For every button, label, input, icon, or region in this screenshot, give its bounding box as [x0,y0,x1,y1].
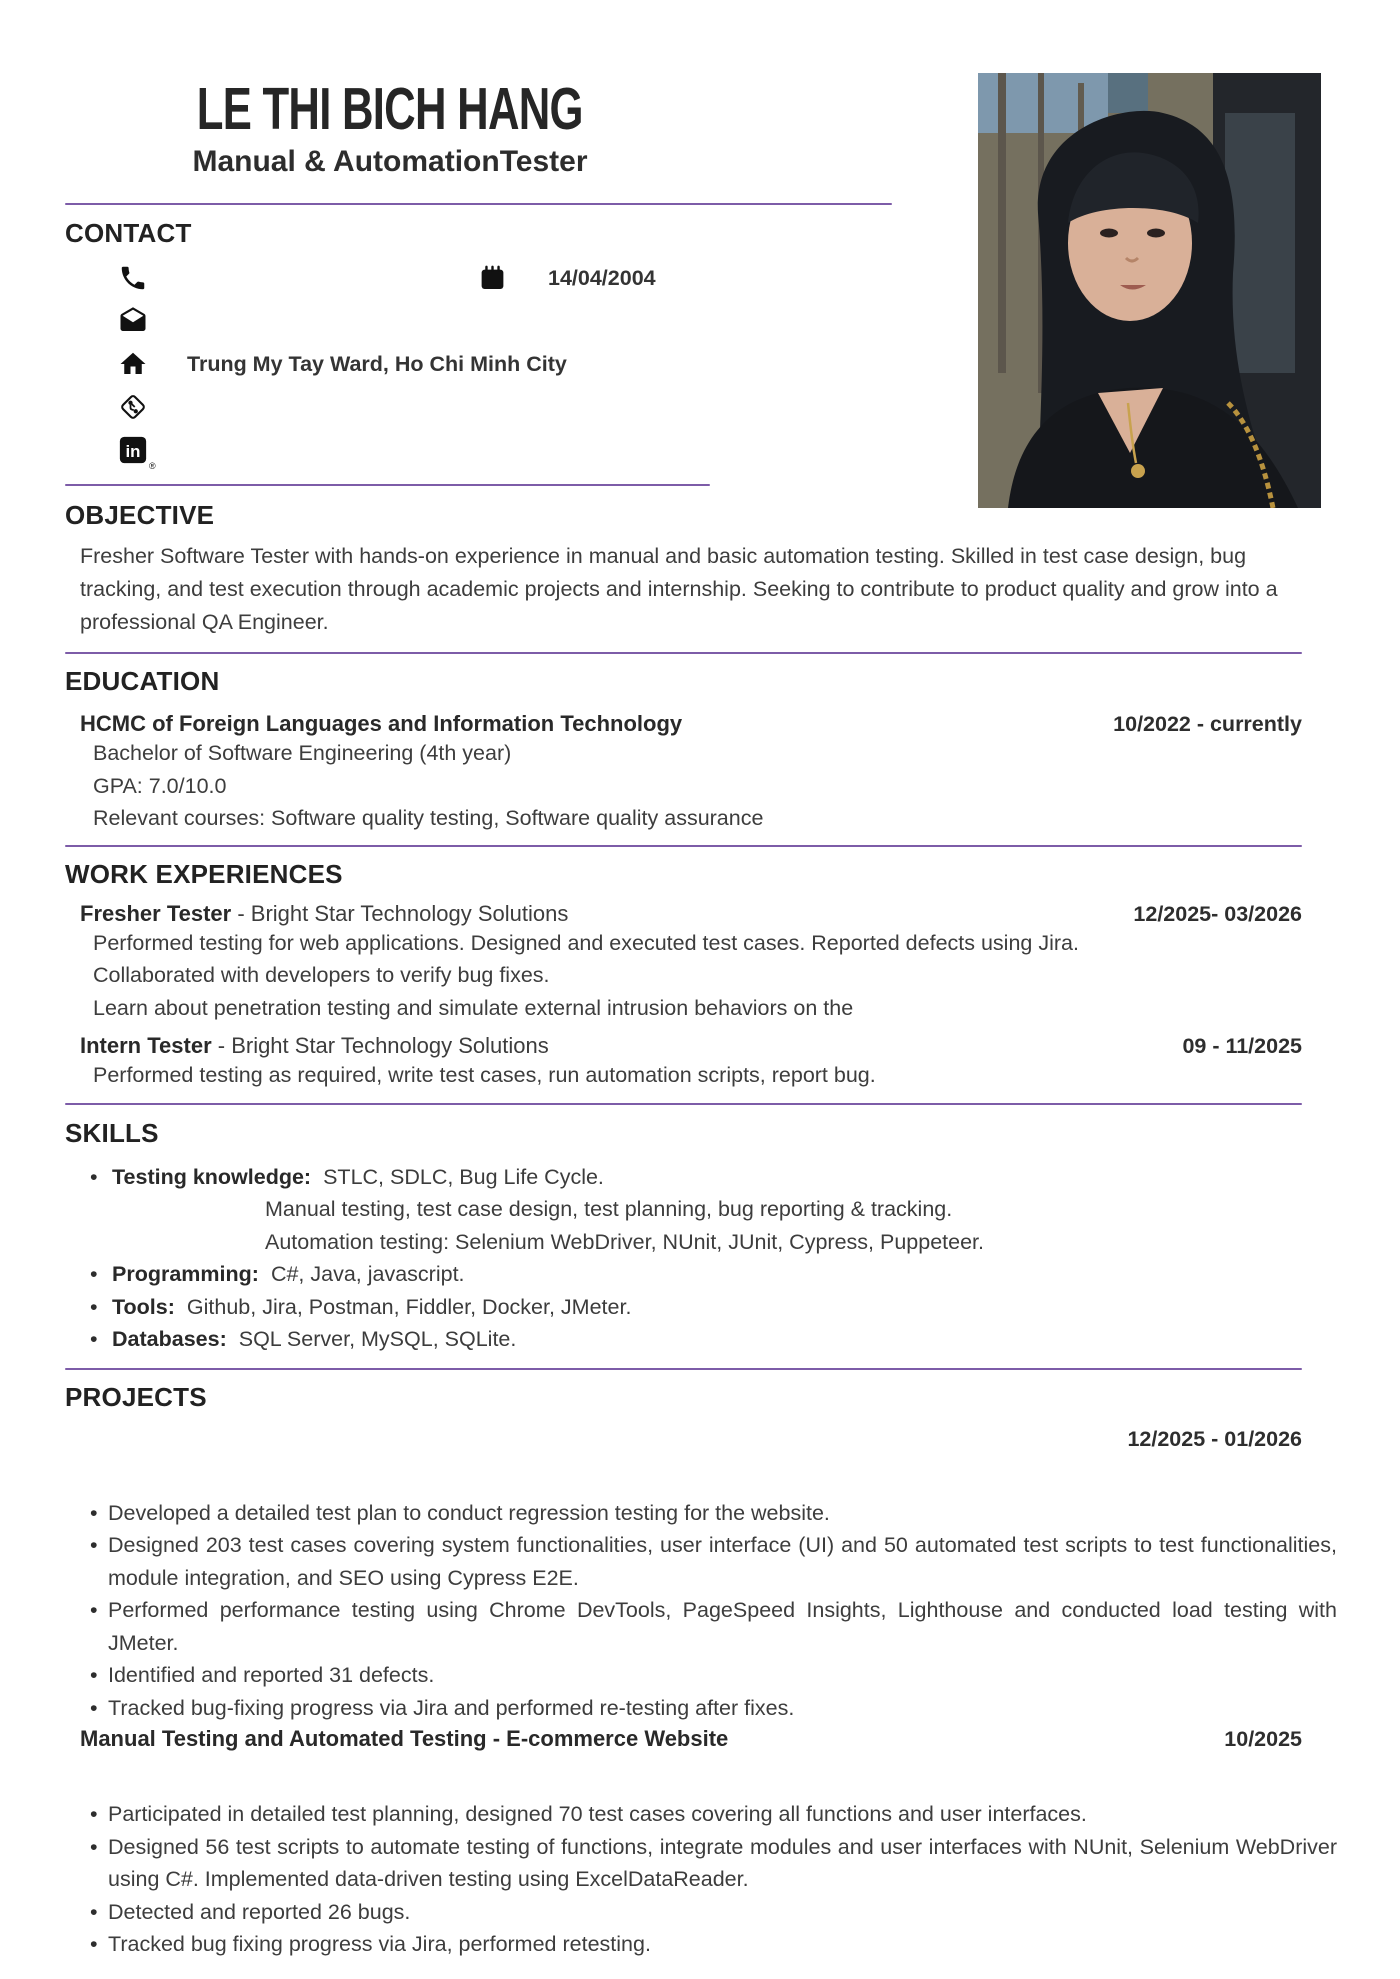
bullet: • [90,1663,98,1687]
project-period: 10/2025 [1224,1727,1302,1751]
bullet: • [90,1802,98,1826]
calendar-icon [478,263,507,292]
objective-heading: OBJECTIVE [65,500,215,530]
divider [65,203,892,205]
contact-row-git [65,388,1337,431]
divider [65,484,710,486]
bullet: • [90,1164,98,1189]
project-title-row [80,1427,1302,1452]
email-icon [118,306,148,336]
project-bullet: • Designed 56 test scripts to automate testing of functions, integrate modules and user interfaces with NUnit, Selenium WebDriver using C#. Implemented data-driven testing using ExcelDataReader. [90,1831,1337,1896]
skill-item [90,1258,1330,1291]
bullet: • [90,1294,98,1319]
skill-label: Tools: [112,1294,175,1319]
page-title: LE THI BICH HANG [197,76,583,142]
project-bullets [90,1497,1337,1725]
work-heading: WORK EXPERIENCES [65,858,343,889]
education-period: 10/2022 - currently [1113,712,1302,736]
bullet: • [90,1695,98,1720]
project-bullet: • Developed a detailed test plan to conduct regression testing for the website. [90,1497,1337,1530]
skill-value-cont: Automation testing: Selenium WebDriver, NUnit, JUnit, Cypress, Puppeteer. [265,1229,984,1254]
svg-text:in: in [125,441,141,461]
skill-value: Github, Jira, Postman, Fiddler, Docker, JMeter. [186,1294,632,1319]
bullet: • [90,1834,98,1859]
job-title-row [80,1033,1302,1059]
education-entry [80,711,1302,737]
education-heading: EDUCATION [65,666,220,696]
school-name: HCMC of Foreign Languages and Information Technology [80,711,683,736]
bullet: • [90,1533,98,1557]
registered-mark: ® [149,461,156,471]
divider [65,652,1302,654]
job-company: - Bright Star Technology Solutions [217,1033,549,1058]
objective-text: Fresher Software Tester with hands-on experience in manual and basic automation testing. Skilled in test case design, bug tracking, and test execution through academic projects and internship. Seeking to contribute to product quality and grow into a professional QA Engineer. [80,544,1278,634]
project-bullet: • Detected and reported 26 bugs. [90,1896,1337,1929]
job-period: 12/2025- 03/2026 [1133,901,1302,926]
job-role: Intern Tester [80,1033,212,1058]
job-title-row [80,901,1302,927]
skill-value-cont: Manual testing, test case design, test planning, bug reporting & tracking. [265,1197,953,1221]
bullet: • [90,1899,98,1924]
project-bullet: • Tracked bug-fixing progress via Jira and performed re-testing after fixes. [90,1692,1337,1725]
job-detail: Performed testing as required, write test cases, run automation scripts, report bug. [93,1063,876,1087]
contact-row-email [65,302,1337,345]
job-period: 09 - 11/2025 [1182,1034,1302,1058]
relevant-courses: Relevant courses: Software quality testing, Software quality assurance [93,806,764,830]
project-bullet: • Tracked bug fixing progress via Jira, performed retesting. [90,1928,1337,1961]
skill-item [90,1291,1330,1324]
git-icon [118,392,148,422]
contact-heading: CONTACT [65,218,192,248]
gpa: GPA: 7.0/10.0 [93,773,227,798]
divider [65,1368,1302,1370]
contact-row-phone [65,259,1337,302]
divider [65,845,1302,847]
bullet: • [90,1598,98,1622]
job-role: Fresher Tester [80,900,232,926]
bullet: • [90,1500,98,1525]
linkedin-icon [118,435,148,465]
project-period: 12/2025 - 01/2026 [1127,1426,1302,1451]
project-bullets [90,1798,1337,1961]
project-bullet: • Identified and reported 31 defects. [90,1659,1337,1692]
bullet: • [90,1262,98,1286]
job-detail: Performed testing for web applications. Designed and executed test cases. Reported defects using Jira. [93,930,1079,955]
skill-label: Databases: [112,1327,227,1351]
home-icon [118,349,148,379]
project-title-row [80,1726,1302,1752]
contact-row-linkedin [65,431,1337,474]
project-title: Manual Testing and Automated Testing - E-commerce Website [80,1726,729,1751]
project-bullet: • Participated in detailed test planning, designed 70 test cases covering all functions and user interfaces. [90,1798,1337,1831]
divider [65,1103,1302,1105]
skill-value: SQL Server, MySQL, SQLite. [238,1327,517,1351]
job-detail: Learn about penetration testing and simulate external intrusion behaviors on the [93,995,854,1020]
skill-item [90,1323,1330,1356]
skill-label: Testing knowledge: [112,1164,312,1189]
contact-row-address [65,345,1337,388]
bullet: • [90,1932,98,1956]
job-detail: Collaborated with developers to verify bug fixes. [93,963,550,987]
skill-value: C#, Java, javascript. [270,1262,465,1286]
projects-heading: PROJECTS [65,1381,207,1412]
degree: Bachelor of Software Engineering (4th year) [93,741,512,765]
skills-heading: SKILLS [65,1117,159,1148]
header [65,76,715,179]
job-title: Manual & AutomationTester [192,145,588,178]
skill-value: STLC, SDLC, Bug Life Cycle. [323,1164,604,1189]
skill-item [90,1161,1330,1194]
address-text: Trung My Tay Ward, Ho Chi Minh City [187,352,567,376]
bullet: • [90,1327,98,1351]
birth-date: 14/04/2004 [548,266,656,290]
project-bullet: • Performed performance testing using Chrome DevTools, PageSpeed Insights, Lighthouse and conducted load testing with JMeter. [90,1594,1337,1659]
project-bullet: • Designed 203 test cases covering system functionalities, user interface (UI) and 50 automated test scripts to test functionalities, module integration, and SEO using Cypress E2E. [90,1529,1337,1594]
job-company: - Bright Star Technology Solutions [237,900,569,926]
skill-label: Programming: [112,1262,259,1286]
phone-icon [118,263,148,293]
